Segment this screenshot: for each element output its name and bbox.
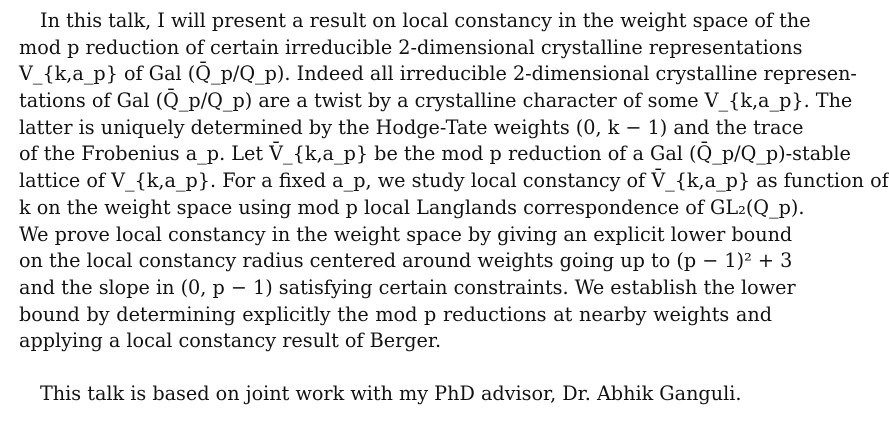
abstract-line-12: bound by determining explicitly the mod p reductions at nearby weights and — [19, 302, 772, 326]
abstract-line-4: tations of Gal (Q̄_p/Q_p) are a twist by a crystalline character of some V_{k,a_p}. The — [19, 89, 853, 113]
abstract-line-13: applying a local constancy result of Berger. — [19, 329, 442, 353]
abstract-line-10: on the local constancy radius centered around weights going up to (p − 1)² + 3 — [19, 249, 793, 273]
document-body — [19, 8, 889, 408]
abstract-line-3: V_{k,a_p} of Gal (Q̄_p/Q_p). Indeed all irreducible 2-dimensional crystalline represen- — [19, 62, 857, 86]
abstract-line-5: latter is uniquely determined by the Hodge-Tate weights (0, k − 1) and the trace — [19, 115, 804, 139]
acknowledgement-paragraph — [19, 381, 772, 408]
abstract-line-11: and the slope in (0, p − 1) satisfying certain constraints. We establish the lower — [19, 275, 796, 299]
abstract-paragraph — [19, 8, 889, 355]
abstract-line-2: mod p reduction of certain irreducible 2-dimensional crystalline representations — [19, 35, 803, 59]
abstract-line-6: of the Frobenius a_p. Let V̄_{k,a_p} be the mod p reduction of a Gal (Q̄_p/Q_p)-stable — [19, 142, 851, 166]
acknowledgement-line: This talk is based on joint work with my PhD advisor, Dr. Abhik Ganguli. — [40, 381, 742, 405]
paragraph-gap — [19, 355, 772, 381]
abstract-line-8: k on the weight space using mod p local Langlands correspondence of GL₂(Q_p). — [19, 195, 805, 219]
abstract-line-7: lattice of V_{k,a_p}. For a fixed a_p, we study local constancy of V̄_{k,a_p} as function of — [19, 169, 889, 193]
abstract-line-1: In this talk, I will present a result on local constancy in the weight space of the — [40, 9, 811, 32]
abstract-line-9: We prove local constancy in the weight space by giving an explicit lower bound — [19, 222, 793, 246]
